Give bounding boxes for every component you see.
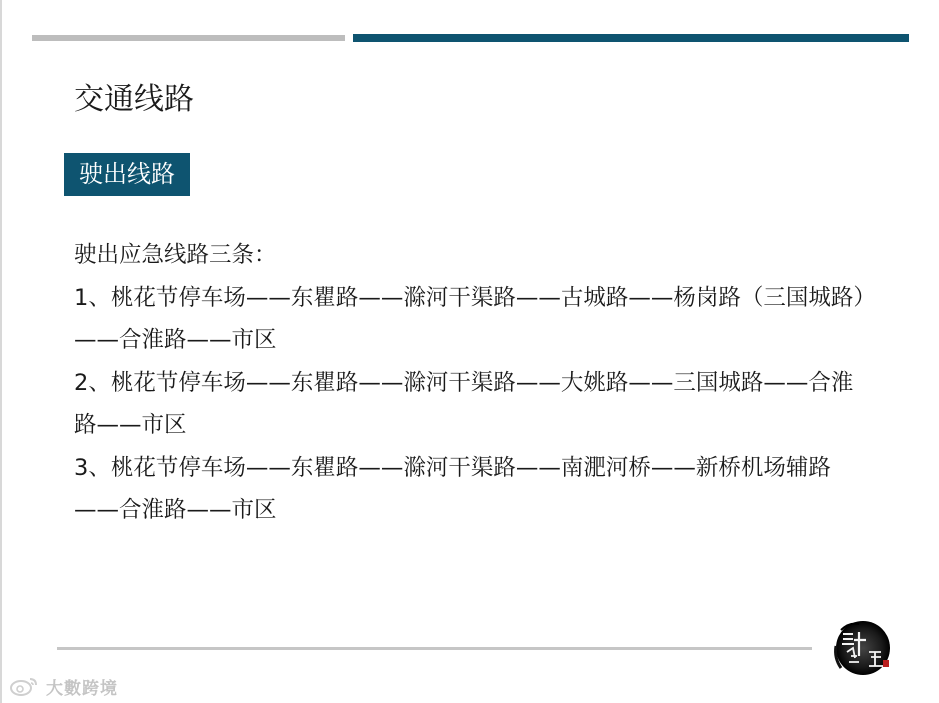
section-label: 驶出线路: [64, 153, 190, 196]
routes-intro: 驶出应急线路三条：: [74, 242, 277, 268]
slide-left-edge: [0, 0, 2, 703]
header-bar-gray: [32, 35, 345, 41]
bottom-rule: [57, 647, 812, 650]
page-title: 交通线路: [74, 82, 194, 117]
route-item-1: 1、桃花节停车场——东瞿路——滁河干渠路——古城路——杨岗路（三国城路）——合淮路——市区: [74, 284, 865, 353]
route-content: [74, 234, 874, 532]
route-item-2: 2、桃花节停车场——东瞿路——滁河干渠路——大姚路——三国城路——合淮路——市区: [74, 369, 854, 438]
watermark: [8, 674, 118, 698]
watermark-text: 大數跨境: [46, 678, 118, 699]
weibo-logo-icon: [8, 675, 42, 697]
ink-seal-logo-icon: [829, 616, 893, 678]
header-bar-blue: [353, 34, 909, 42]
route-item-3: 3、桃花节停车场——东瞿路——滁河干渠路——南淝河桥——新桥机场辅路——合淮路——市区: [74, 454, 831, 523]
